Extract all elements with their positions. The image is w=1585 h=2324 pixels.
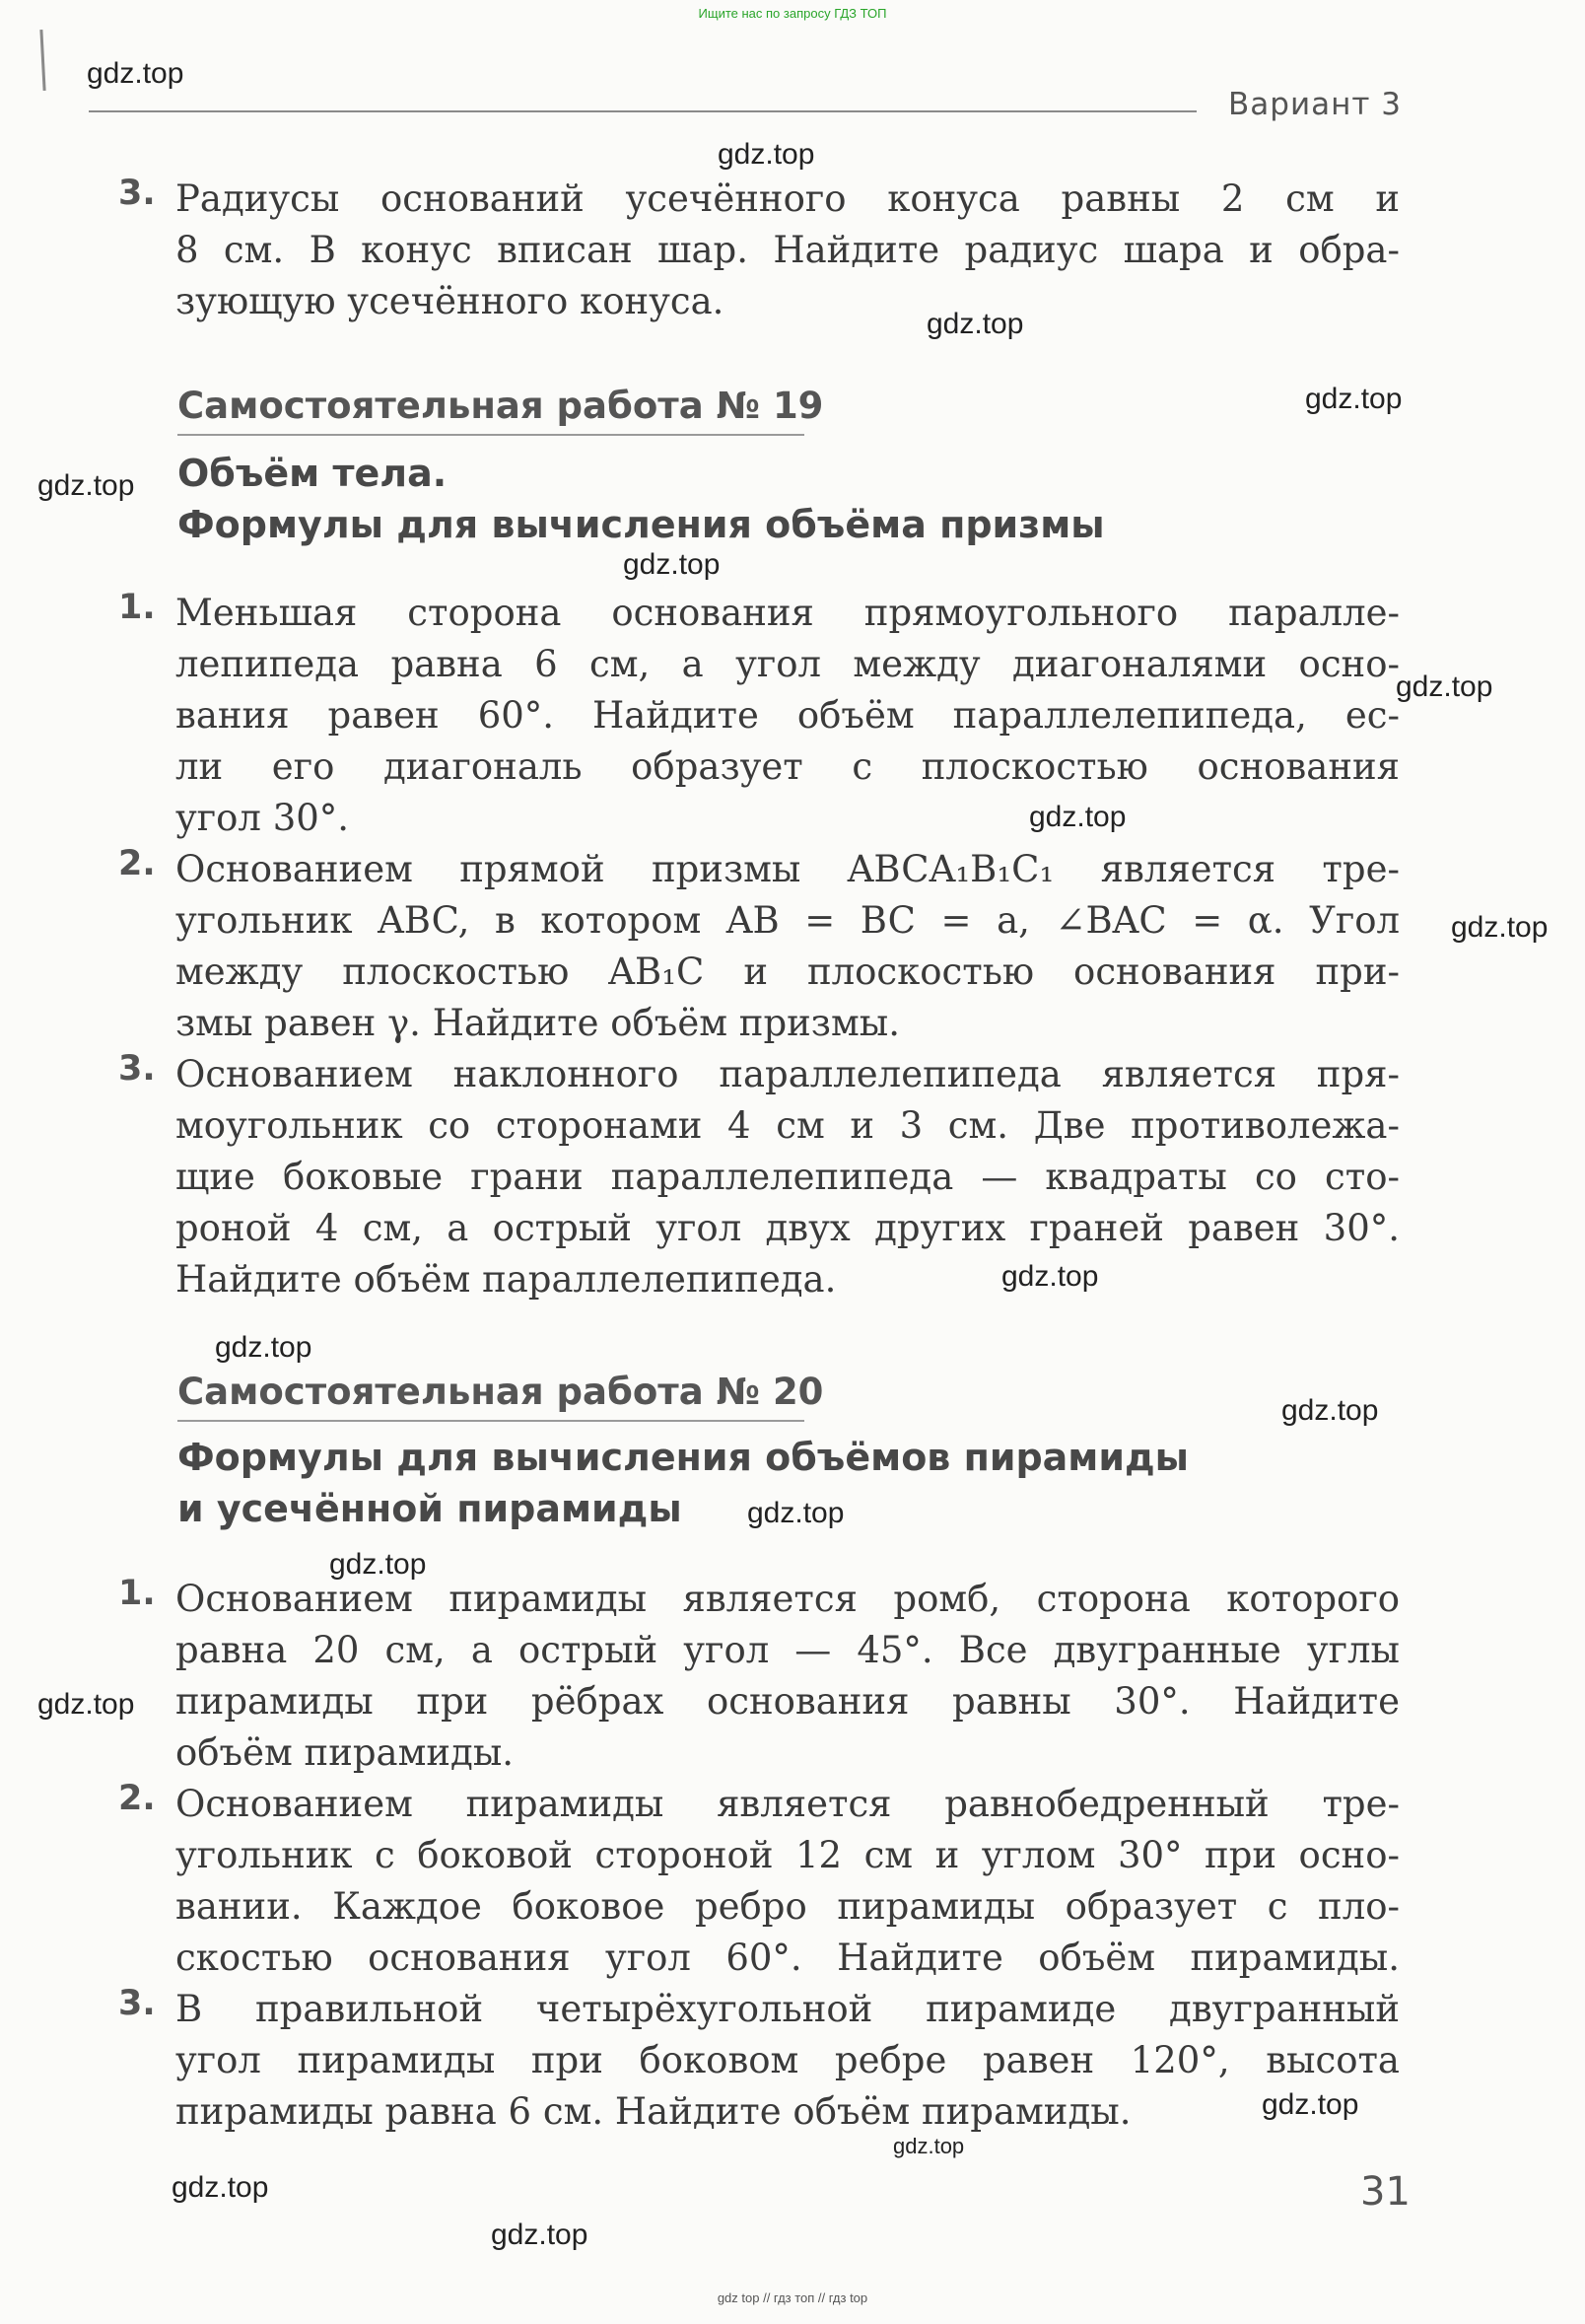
watermark-text: gdz.top bbox=[172, 2171, 269, 2204]
text-line: пирамиды равна 6 см. Найдите объём пирамиды. bbox=[175, 2090, 1132, 2133]
problem-text bbox=[175, 174, 1400, 327]
work19-title: Самостоятельная работа № 19 bbox=[177, 385, 824, 427]
watermark-text: gdz.top bbox=[747, 1497, 845, 1529]
problem-number: 1. bbox=[118, 588, 156, 627]
watermark-text: gdz.top bbox=[1281, 1394, 1379, 1427]
watermark-text: gdz.top bbox=[1029, 801, 1127, 833]
work20-title-underline bbox=[177, 1420, 804, 1422]
margin-line bbox=[39, 30, 45, 91]
watermark-text: gdz.top bbox=[1001, 1260, 1099, 1293]
text-line: Найдите объём параллелепипеда. bbox=[175, 1258, 837, 1301]
problem-text bbox=[175, 1779, 1400, 1984]
variant-label: Вариант 3 bbox=[1228, 87, 1402, 122]
text-line: 8 см. В конус вписан шар. Найдите радиус шара и обра- bbox=[175, 229, 1400, 271]
watermark-text: gdz.top bbox=[623, 548, 721, 581]
problem-number: 2. bbox=[118, 844, 156, 883]
watermark-text: gdz.top bbox=[87, 57, 184, 90]
work19-title-underline bbox=[177, 434, 804, 436]
watermark-text: gdz.top bbox=[893, 2134, 965, 2158]
text-line: роной 4 см, а острый угол двух других граней равен 30°. bbox=[175, 1207, 1400, 1249]
watermark-text: gdz.top bbox=[1262, 2088, 1359, 2121]
text-line: Основанием прямой призмы ABCA₁B₁C₁ является тре- bbox=[175, 848, 1400, 890]
subtitle-line: Формулы для вычисления объёма призмы bbox=[177, 503, 1105, 546]
watermark-text: gdz.top bbox=[1396, 670, 1493, 703]
text-line: лепипеда равна 6 см, а угол между диагоналями осно- bbox=[175, 643, 1400, 685]
work20-subtitle bbox=[177, 1432, 1189, 1534]
header-rule bbox=[89, 110, 1197, 112]
work20-title: Самостоятельная работа № 20 bbox=[177, 1371, 824, 1413]
text-line: вании. Каждое боковое ребро пирамиды образует с пло- bbox=[175, 1885, 1400, 1928]
problem-number: 3. bbox=[118, 1984, 156, 2023]
text-line: вания равен 60°. Найдите объём параллелепипеда, ес- bbox=[175, 694, 1400, 737]
text-line: Радиусы оснований усечённого конуса равны 2 см и bbox=[175, 177, 1400, 220]
text-line: Основанием пирамиды является равнобедренный тре- bbox=[175, 1783, 1400, 1825]
text-line: между плоскостью AB₁C и плоскостью основания при- bbox=[175, 951, 1400, 993]
problem-text bbox=[175, 1984, 1400, 2138]
text-line: Основанием наклонного параллелепипеда является пря- bbox=[175, 1053, 1400, 1095]
problem-text bbox=[175, 588, 1400, 844]
text-line: угольник ABC, в котором AB = BC = a, ∠BAC = α. Угол bbox=[175, 899, 1400, 942]
text-line: щие боковые грани параллелепипеда — квадраты со сто- bbox=[175, 1156, 1400, 1198]
work19-subtitle bbox=[177, 448, 1105, 550]
subtitle-line: Объём тела. bbox=[177, 452, 448, 495]
text-line: Основанием пирамиды является ромб, сторона которого bbox=[175, 1578, 1400, 1620]
watermark-text: gdz.top bbox=[1451, 911, 1549, 944]
problem-number: 2. bbox=[118, 1779, 156, 1818]
text-line: моугольник со сторонами 4 см и 3 см. Две противолежа- bbox=[175, 1104, 1400, 1147]
watermark-text: gdz.top bbox=[215, 1331, 312, 1364]
text-line: равна 20 см, а острый угол — 45°. Все двугранные углы bbox=[175, 1629, 1400, 1671]
text-line: ли его диагональ образует с плоскостью основания bbox=[175, 745, 1400, 788]
text-line: объём пирамиды. bbox=[175, 1731, 515, 1774]
text-line: Меньшая сторона основания прямоугольного паралле- bbox=[175, 592, 1400, 634]
top-banner: Ищите нас по запросу ГДЗ ТОП bbox=[698, 6, 887, 21]
problem-text bbox=[175, 1049, 1400, 1305]
text-line: змы равен γ. Найдите объём призмы. bbox=[175, 1002, 900, 1044]
text-line: пирамиды при рёбрах основания равны 30°. Найдите bbox=[175, 1680, 1400, 1723]
watermark-text: gdz.top bbox=[491, 2218, 588, 2251]
text-line: угол пирамиды при боковом ребре равен 120°, высота bbox=[175, 2039, 1400, 2081]
problem-number: 1. bbox=[118, 1574, 156, 1613]
text-line: угольник с боковой стороной 12 см и углом 30° при осно- bbox=[175, 1834, 1400, 1876]
watermark-text: gdz.top bbox=[718, 138, 815, 171]
watermark-text: gdz.top bbox=[1305, 383, 1403, 415]
page-number: 31 bbox=[1360, 2169, 1411, 2215]
watermark-text: gdz.top bbox=[927, 308, 1024, 340]
watermark-text: gdz.top bbox=[37, 469, 135, 502]
text-line: скостью основания угол 60°. Найдите объём пирамиды. bbox=[175, 1937, 1400, 1979]
bottom-banner: gdz top // гдз топ // гдз top bbox=[717, 2290, 868, 2305]
problem-number: 3. bbox=[118, 174, 156, 213]
text-line: угол 30°. bbox=[175, 797, 350, 839]
problem-text bbox=[175, 844, 1400, 1049]
text-line: зующую усечённого конуса. bbox=[175, 280, 724, 322]
problem-number: 3. bbox=[118, 1049, 156, 1089]
watermark-text: gdz.top bbox=[329, 1548, 427, 1581]
subtitle-line: и усечённой пирамиды bbox=[177, 1487, 682, 1530]
subtitle-line: Формулы для вычисления объёмов пирамиды bbox=[177, 1436, 1190, 1479]
problem-text bbox=[175, 1574, 1400, 1779]
watermark-text: gdz.top bbox=[37, 1688, 135, 1721]
text-line: В правильной четырёхугольной пирамиде двугранный bbox=[175, 1988, 1400, 2030]
